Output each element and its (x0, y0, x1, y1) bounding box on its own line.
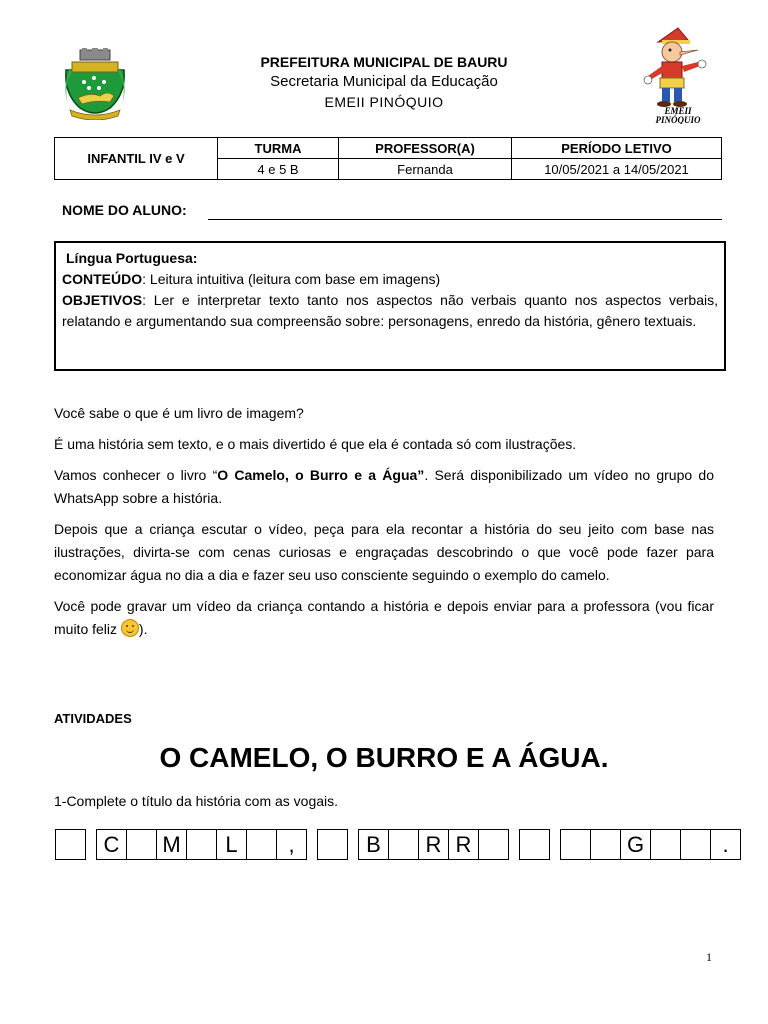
content-label: CONTEÚDO (62, 271, 143, 287)
value-periodo: 10/05/2021 a 14/05/2021 (512, 159, 722, 180)
paragraph-4: Depois que a criança escutar o vídeo, peça para ela recontar a história do seu jeito com base nas ilustrações, divirta-se com cenas curiosas e engraçadas descobrindo o que você pode fazer para economizar água no dia a dia e fazer seu uso consciente seguindo o exemplo do camelo. (54, 521, 714, 583)
municipality-name: PREFEITURA MUNICIPAL DE BAURU (260, 54, 508, 70)
header-turma: TURMA (218, 138, 339, 159)
pinocchio-mascot-icon (636, 26, 720, 124)
letter-cell[interactable] (388, 829, 419, 860)
letter-cell[interactable]: C (96, 829, 127, 860)
header-professor: PROFESSOR(A) (339, 138, 512, 159)
secretariat-name: Secretaria Municipal da Educação (270, 73, 498, 90)
letter-cell[interactable] (519, 829, 550, 860)
letter-cell[interactable]: . (710, 829, 741, 860)
activities-heading: ATIVIDADES (54, 711, 132, 726)
book-title: O Camelo, o Burro e a Água” (217, 467, 425, 483)
letter-boxes (56, 829, 741, 860)
content-text: : Leitura intuitiva (leitura com base em imagens) (142, 271, 441, 287)
letter-cell[interactable]: , (276, 829, 307, 860)
mascot-caption-2: PINÓQUIO (655, 115, 701, 124)
subject-title: Língua Portuguesa: (66, 250, 198, 266)
paragraph-1: Você sabe o que é um livro de imagem? (54, 405, 304, 421)
letter-cell[interactable]: G (620, 829, 651, 860)
objectives-line (62, 290, 718, 332)
story-title: O CAMELO, O BURRO E A ÁGUA. (159, 742, 609, 773)
letter-cell[interactable] (317, 829, 348, 860)
smiley-icon (121, 619, 139, 637)
letter-cell[interactable] (246, 829, 277, 860)
paragraph-3-post: . Será disponibilizado um vídeo no grupo do WhatsApp sobre a história. (54, 467, 714, 506)
letter-cell[interactable] (55, 829, 86, 860)
letter-cell[interactable]: R (448, 829, 479, 860)
student-name-label: NOME DO ALUNO: (62, 202, 187, 218)
question-1: 1-Complete o título da história com as vogais. (54, 793, 339, 809)
body-text (54, 402, 714, 649)
letter-cell[interactable]: M (156, 829, 187, 860)
letter-cell[interactable] (680, 829, 711, 860)
letter-cell[interactable] (186, 829, 217, 860)
letter-cell[interactable]: B (358, 829, 389, 860)
paragraph-5-pre: Você pode gravar um vídeo da criança contando a história e depois enviar para a professora (vou ficar muito feliz (54, 598, 714, 637)
paragraph-5-post: ). (138, 621, 148, 637)
value-professor: Fernanda (339, 159, 512, 180)
lesson-box (54, 241, 726, 371)
letter-cell[interactable] (126, 829, 157, 860)
paragraph-5 (54, 595, 714, 641)
student-name-line[interactable] (208, 219, 722, 220)
paragraph-3 (54, 464, 714, 510)
content-line (62, 269, 718, 290)
level-cell: INFANTIL IV e V (55, 138, 218, 180)
objectives-label: OBJETIVOS (62, 292, 143, 308)
objectives-text: : Ler e interpretar texto tanto nos aspectos não verbais quanto nos aspectos verbais, relatando e argumentando sua compreensão sobre: personagens, enredo da história, gênero textuais. (62, 292, 718, 329)
letter-cell[interactable] (650, 829, 681, 860)
letter-cell[interactable] (560, 829, 591, 860)
letter-cell[interactable] (590, 829, 621, 860)
page-number: 1 (706, 950, 712, 964)
paragraph-2: É uma história sem texto, e o mais divertido é que ela é contada só com ilustrações. (54, 436, 577, 452)
school-name: EMEII PINÓQUIO (324, 94, 444, 110)
letter-cell[interactable]: R (418, 829, 449, 860)
mascot-caption-1: EMEII (664, 106, 692, 116)
letter-cell[interactable]: L (216, 829, 247, 860)
paragraph-3-pre: Vamos conhecer o livro “ (54, 467, 218, 483)
value-turma: 4 e 5 B (218, 159, 339, 180)
header-periodo: PERÍODO LETIVO (512, 138, 722, 159)
letter-cell[interactable] (478, 829, 509, 860)
class-info-table (54, 137, 722, 180)
